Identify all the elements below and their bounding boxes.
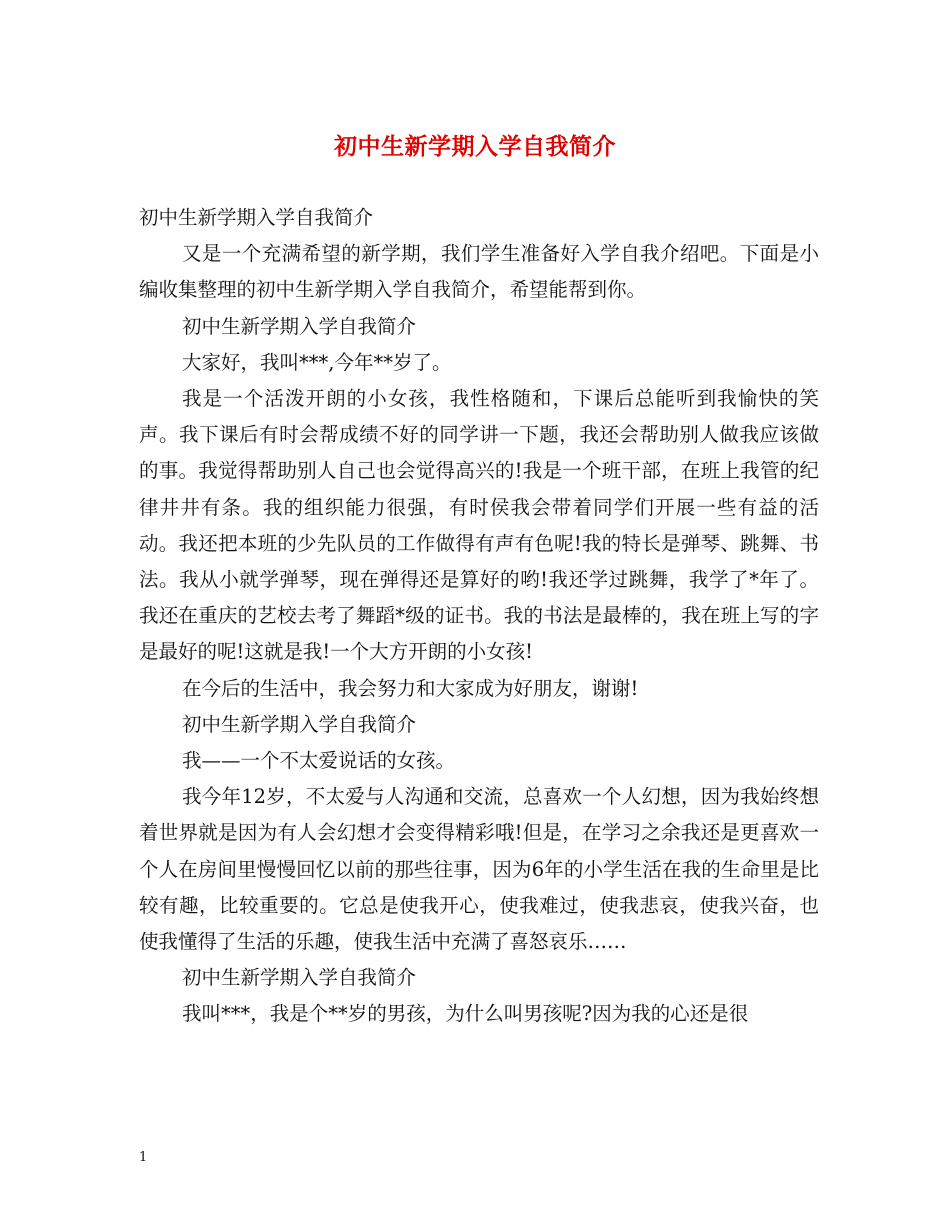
paragraph: 我叫***，我是个**岁的男孩，为什么叫男孩呢?因为我的心还是很 xyxy=(182,1002,749,1026)
paragraph: 初中生新学期入学自我简介 xyxy=(182,712,417,736)
document-body xyxy=(139,200,819,1033)
paragraph: 我——一个不太爱说话的女孩。 xyxy=(182,749,456,773)
paragraph: 又是一个充满希望的新学期，我们学生准备好入学自我介绍吧。下面是小编收集整理的初中生新学期入学自我简介，希望能帮到你。 xyxy=(139,242,819,302)
document-title: 初中生新学期入学自我简介 xyxy=(334,133,616,160)
paragraph: 我今年12岁，不太爱与人沟通和交流，总喜欢一个人幻想，因为我始终想着世界就是因为有人会幻想才会变得精彩哦!但是，在学习之余我还是更喜欢一个人在房间里慢慢回忆以前的那些往事，因为6年的小学生活在我的生命里是比较有趣，比较重要的。它总是使我开心，使我难过，使我悲哀，使我兴奋，也使我懂得了生活的乐趣，使我生活中充满了喜怒哀乐…… xyxy=(139,785,819,954)
paragraph: 初中生新学期入学自我简介 xyxy=(182,966,417,990)
page-number: 1 xyxy=(139,1150,148,1165)
paragraph: 在今后的生活中，我会努力和大家成为好朋友，谢谢! xyxy=(182,676,639,700)
paragraph: 我是一个活泼开朗的小女孩，我性格随和，下课后总能听到我愉快的笑声。我下课后有时会帮成绩不好的同学讲一下题，我还会帮助别人做我应该做的事。我觉得帮助别人自己也会觉得高兴的!我是一个班干部，在班上我管的纪律井井有条。我的组织能力很强，有时侯我会带着同学们开展一些有益的活动。我还把本班的少先队员的工作做得有声有色呢!我的特长是弹琴、跳舞、书法。我从小就学弹琴，现在弹得还是算好的哟!我还学过跳舞，我学了*年了。我还在重庆的艺校去考了舞蹈*级的证书。我的书法是最棒的，我在班上写的字是最好的呢!这就是我!一个大方开朗的小女孩! xyxy=(139,387,819,664)
paragraph: 大家好，我叫***,今年**岁了。 xyxy=(182,350,452,374)
paragraph: 初中生新学期入学自我简介 xyxy=(182,314,417,338)
paragraph: 初中生新学期入学自我简介 xyxy=(139,206,374,229)
